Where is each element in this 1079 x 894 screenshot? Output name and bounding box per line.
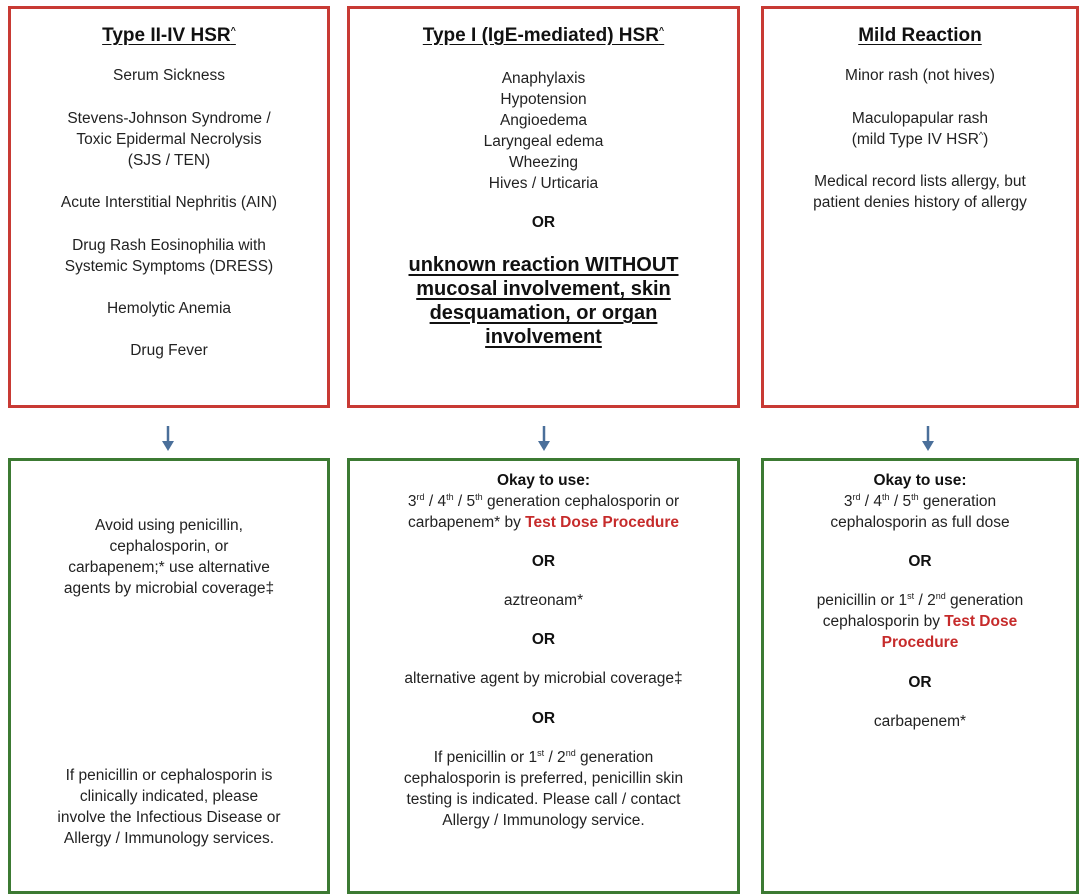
arrow-down-icon	[537, 426, 551, 452]
reaction-hypotension: Hypotension	[500, 90, 587, 108]
reaction-wheezing: Wheezing	[509, 154, 578, 172]
reaction-record-line2: patient denies history of allergy	[813, 194, 1027, 212]
consult-line3: involve the Infectious Disease or	[57, 809, 281, 827]
skin-testing-line1: If penicillin or 1st / 2nd generation	[433, 747, 654, 766]
skin-testing-line2: cephalosporin is preferred, penicillin skin	[403, 769, 684, 787]
reaction-dress-line1: Drug Rash Eosinophilia with	[72, 237, 266, 255]
reaction-drug-fever: Drug Fever	[130, 342, 208, 360]
skin-testing-line3: testing is indicated. Please call / contact	[406, 790, 681, 808]
avoid-line1: Avoid using penicillin,	[95, 517, 243, 534]
option-test-dose-line1: penicillin or 1st / 2nd generation	[816, 591, 1024, 610]
reaction-dress-line2: Systemic Symptoms (DRESS)	[64, 258, 274, 276]
consult-line4: Allergy / Immunology services.	[63, 830, 275, 848]
mild-recommendation-box	[761, 458, 1079, 894]
reaction-record-line1: Medical record lists allergy, but	[814, 173, 1026, 191]
okay-to-use-label: Okay to use:	[496, 472, 591, 489]
or-label: OR	[531, 631, 556, 649]
unknown-reaction-line1: unknown reaction WITHOUT	[408, 254, 679, 277]
arrow-down-icon	[161, 426, 175, 452]
type-1-title: Type I (IgE-mediated) HSR^	[422, 25, 665, 46]
unknown-reaction-line4: involvement	[485, 326, 602, 349]
consult-line1: If penicillin or cephalosporin is	[65, 767, 273, 784]
reaction-angioedema: Angioedema	[499, 111, 588, 129]
reaction-maculopapular-line1: Maculopapular rash	[851, 109, 989, 127]
unknown-reaction	[350, 253, 737, 349]
reaction-anaphylaxis: Anaphylaxis	[501, 69, 586, 87]
or-label: OR	[531, 214, 556, 232]
reaction-sjs-line1: Stevens-Johnson Syndrome /	[67, 109, 271, 127]
consult-line2: clinically indicated, please	[79, 788, 259, 806]
option-full-dose-line2: cephalosporin as full dose	[830, 514, 1010, 532]
mild-reaction-title: Mild Reaction	[858, 25, 982, 46]
reaction-hemolytic-anemia: Hemolytic Anemia	[106, 300, 232, 318]
okay-to-use-label: Okay to use:	[873, 472, 967, 489]
consult-note	[11, 765, 327, 849]
reaction-sjs-line3: (SJS / TEN)	[127, 152, 211, 170]
option-cephalosporin-line1: 3rd / 4th / 5th generation cephalosporin or	[407, 491, 680, 511]
test-dose-procedure-label: Test Dose Procedure	[525, 514, 680, 532]
reaction-sjs-line2: Toxic Epidermal Necrolysis	[76, 130, 262, 148]
or-label: OR	[908, 673, 932, 691]
unknown-reaction-line2: mucosal involvement, skin	[416, 278, 671, 301]
unknown-reaction-line3: desquamation, or organ	[429, 302, 658, 325]
avoid-line3: carbapenem;* use alternative	[68, 559, 270, 577]
reaction-hives: Hives / Urticaria	[488, 175, 599, 193]
option-cephalosporin-line2: carbapenem* by Test Dose Procedure	[407, 514, 680, 532]
avoid-line2: cephalosporin, or	[109, 538, 229, 556]
or-label: OR	[908, 553, 932, 571]
reaction-laryngeal-edema: Laryngeal edema	[483, 133, 604, 151]
type-2-4-recommendation-box	[8, 458, 330, 894]
option-full-dose-line1: 3rd / 4th / 5th generation	[843, 491, 997, 511]
option-alternative-agent: alternative agent by microbial coverage‡	[404, 670, 683, 688]
or-label: OR	[531, 709, 556, 727]
skin-testing-line4: Allergy / Immunology service.	[442, 811, 645, 829]
avoid-line4: agents by microbial coverage‡	[63, 580, 275, 598]
reaction-serum-sickness: Serum Sickness	[113, 66, 225, 84]
option-carbapenem: carbapenem*	[873, 712, 967, 730]
or-label: OR	[531, 553, 556, 571]
mild-reaction-box	[761, 6, 1079, 408]
reaction-ain: Acute Interstitial Nephritis (AIN)	[60, 194, 278, 212]
option-aztreonam: aztreonam*	[503, 592, 584, 610]
reaction-minor-rash: Minor rash (not hives)	[845, 66, 995, 84]
arrow-down-icon	[921, 426, 935, 452]
type-1-hsr-box	[347, 6, 740, 408]
option-test-dose-line2: cephalosporin by Test Dose	[822, 613, 1018, 631]
procedure-label: Procedure	[881, 634, 959, 652]
avoid-recommendation	[11, 515, 327, 599]
type-1-recommendation-box	[347, 458, 740, 894]
type-2-4-title: Type II-IV HSR^	[102, 25, 236, 46]
test-dose-label: Test Dose	[944, 613, 1018, 631]
type-2-4-hsr-box	[8, 6, 330, 408]
reaction-maculopapular-line2: (mild Type IV HSR^)	[851, 129, 989, 148]
